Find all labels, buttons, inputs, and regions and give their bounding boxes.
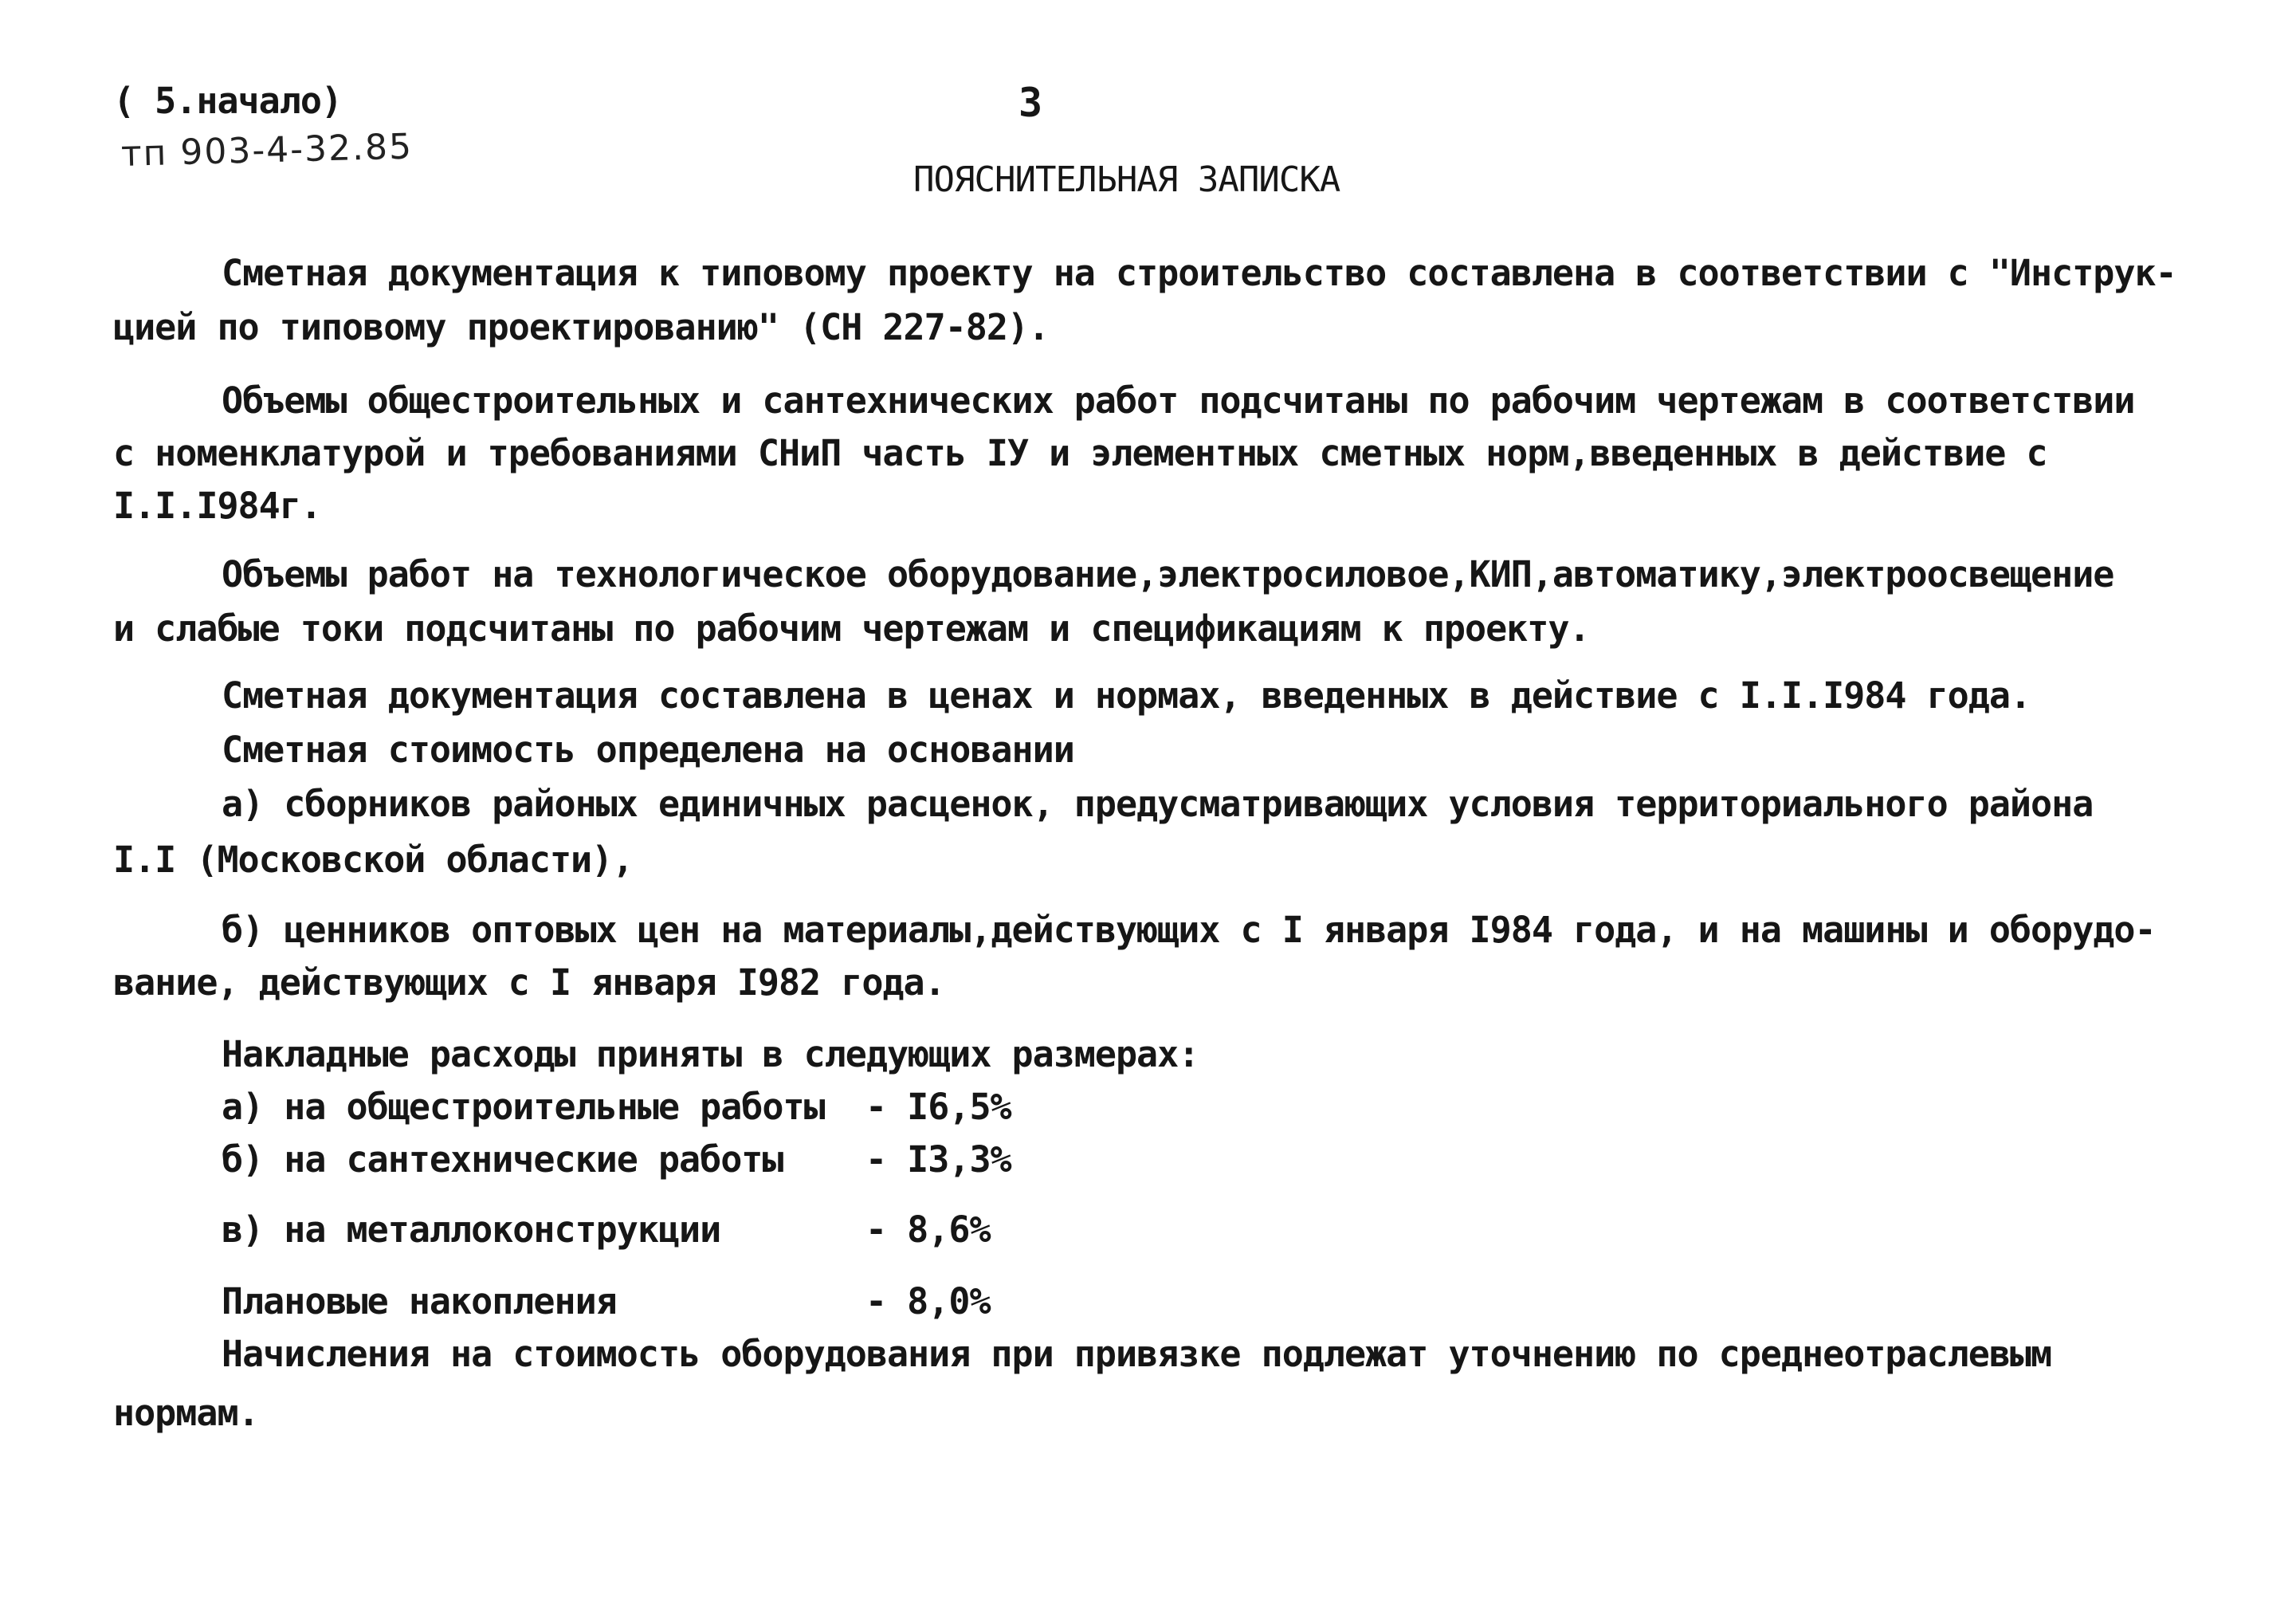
overhead-value: - I3,3% [865,1138,1011,1181]
paragraph-line: цией по типовому проектированию" (СН 227-82). [113,306,1050,348]
paragraph-line: и слабые токи подсчитаны по рабочим чертежам и спецификациям к проекту. [113,607,1590,650]
paragraph-line: Объемы работ на технологическое оборудование,электросиловое,КИП,автоматику,электроосвещение [222,553,2114,595]
paragraph-line: Сметная стоимость определена на основании [222,729,1074,771]
part-label: ( 5.начало) [113,80,343,122]
overhead-label: Плановые накопления [222,1280,617,1322]
paragraph-line: Сметная документация к типовому проекту на строительство составлена в соответствии с "Инструк- [222,252,2176,294]
paragraph-line: I.I (Московской области), [113,839,634,881]
paragraph-line: а) сборников районых единичных расценок, предусматривающих условия территориального района [222,783,2094,825]
page-number: 3 [1018,80,1042,126]
handwritten-project-code: тп 903-4-32.85 [120,126,414,175]
paragraph-line: вание, действующих с I января I982 года. [113,961,945,1004]
overhead-label: а) на общестроительные работы [222,1086,825,1128]
overhead-value: - I6,5% [865,1086,1011,1128]
overhead-label: б) на сантехнические работы [222,1138,783,1181]
paragraph-line: б) ценников оптовых цен на материалы,действующих с I января I984 года, и на машины и оборудо- [222,909,2156,951]
paragraph-line: Начисления на стоимость оборудования при привязке подлежат уточнению по среднеотраслевым [222,1333,2052,1375]
paragraph-line: Накладные расходы приняты в следующих размерах: [222,1033,1199,1075]
overhead-label: в) на металлоконструкции [222,1208,721,1251]
paragraph-line: с номенклатурой и требованиями СНиП часть IУ и элементных сметных норм,введенных в действие с [113,432,2047,474]
paragraph-line: нормам. [113,1392,259,1434]
paragraph-line: Сметная документация составлена в ценах и нормах, введенных в действие с I.I.I984 года. [222,674,2031,717]
overhead-value: - 8,0% [865,1280,991,1322]
paragraph-line: Объемы общестроительных и сантехнических работ подсчитаны по рабочим чертежам в соответствии [222,379,2135,422]
paragraph-line: I.I.I984г. [113,485,321,527]
page-title: ПОЯСНИТЕЛЬНАЯ ЗАПИСКА [913,159,1340,200]
overhead-value: - 8,6% [865,1208,991,1251]
